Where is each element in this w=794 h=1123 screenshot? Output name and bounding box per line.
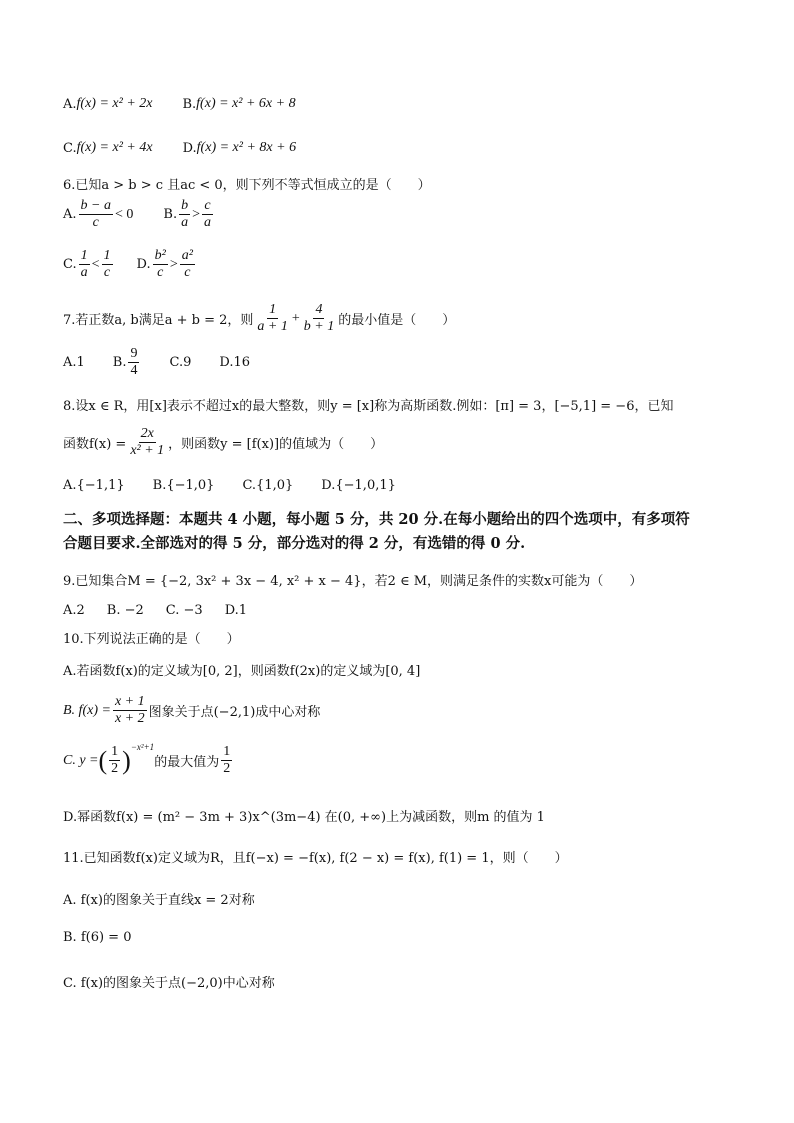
- right-paren: ): [122, 745, 131, 775]
- q5-option-d[interactable]: D. f(x) = x² + 8x + 6: [182, 140, 297, 156]
- q7-options: [63, 346, 250, 379]
- q8-option-b[interactable]: B.{−1,0}: [152, 478, 215, 493]
- q9-options: [63, 603, 247, 618]
- fraction: $\frac{\text{a²}}{c}$: [181, 248, 193, 280]
- q10-option-a[interactable]: A.若函数f(x)的定义域为[0, 2]，则函数f(2x)的定义域为[0, 4]: [63, 664, 421, 679]
- q9-option-a[interactable]: A.2: [63, 603, 85, 618]
- fraction: $\frac{2x}{\text{x² + 1}}$: [130, 426, 165, 458]
- fraction: $\frac{9}{4}$: [130, 346, 138, 378]
- q6-options-cd: [63, 248, 197, 281]
- q7-option-a[interactable]: A.1: [63, 355, 85, 370]
- fraction: $\frac{1}{2}$: [223, 744, 231, 776]
- question-10-stem: 10.下列说法正确的是（ ）: [63, 632, 240, 647]
- question-8-stem-line2: 函数f(x) = $\frac{2x}{\text{x² + 1}}$ ，则函数y = [f(x)]的值域为（ ）: [63, 426, 384, 458]
- fraction: $\frac{1}{a + 1}$: [257, 302, 288, 334]
- left-paren: (: [98, 745, 108, 775]
- q8-option-c[interactable]: C.{1,0}: [242, 478, 294, 493]
- q7-option-d[interactable]: D.16: [219, 355, 251, 370]
- q7-option-b[interactable]: B. $\frac{9}{4}$: [112, 346, 138, 378]
- q6-option-c[interactable]: C. $\frac{1}{a}$ < $\frac{1}{c}$: [63, 248, 111, 280]
- fraction: $\frac{\text{b²}}{c}$: [154, 248, 166, 280]
- q8-options: [63, 478, 396, 493]
- q8-option-d[interactable]: D.{−1,0,1}: [321, 478, 396, 493]
- q5-option-c[interactable]: C. f(x) = x² + 4x: [63, 140, 153, 156]
- q9-option-d[interactable]: D.1: [224, 603, 248, 618]
- q5-option-b[interactable]: B. f(x) = x² + 6x + 8: [182, 96, 296, 112]
- q8-option-a[interactable]: A.{−1,1}: [63, 478, 125, 493]
- q7-option-c[interactable]: C.9: [169, 355, 192, 370]
- question-7-stem: 7.若正数a, b满足a + b = 2，则 $\frac{1}{a + 1}$ + $\frac{4}{b + 1}$ 的最小值是（ ）: [63, 302, 456, 334]
- q5-options-cd: [63, 140, 296, 156]
- q10-option-c[interactable]: C. y = ( $\frac{1}{2}$ ) $^{-x^2+1}$ 的最大值为 $\frac{1}{2}$: [63, 742, 231, 776]
- fraction: $\frac{c}{a}$: [203, 198, 211, 230]
- fraction: $\frac{1}{2}$: [111, 744, 119, 776]
- q10-option-b[interactable]: B. f(x) = $\frac{x + 1}{x + 2}$ 图象关于点(−2,1)成中心对称: [63, 694, 321, 726]
- q11-option-a[interactable]: A. f(x)的图象关于直线x = 2对称: [63, 893, 255, 908]
- q6-option-b[interactable]: B. $\frac{b}{a}$ > $\frac{c}{a}$: [163, 198, 211, 230]
- q11-option-b[interactable]: B. f(6) = 0: [63, 930, 132, 945]
- q6-options-ab: [63, 198, 215, 231]
- section-2-heading: 二、多项选择题：本题共 4 小题，每小题 5 分，共 20 分.在每小题给出的四个选项中，有多项符 合题目要求.全部选对的得 5 分，部分选对的得 2 分，有选错的得 0 分.: [63, 511, 690, 552]
- fraction: $\frac{x + 1}{x + 2}$: [114, 694, 145, 726]
- question-8-stem-line1: 8.设x ∈ R，用[x]表示不超过x的最大整数，则y = [x]称为高斯函数.例如：[π] = 3，[−5,1] = −6，已知: [63, 399, 674, 414]
- q10-option-d[interactable]: D.幂函数f(x) = (m² − 3m + 3)x^(3m−4) 在(0, +∞)上为减函数，则m 的值为 1: [63, 810, 545, 825]
- question-9-stem: 9.已知集合M = {−2, 3x² + 3x − 4, x² + x − 4}，若2 ∈ M，则满足条件的实数x可能为（ ）: [63, 574, 643, 589]
- q9-option-c[interactable]: C. −3: [165, 603, 203, 618]
- fraction: $\frac{1}{a}$: [80, 248, 88, 280]
- q5-option-a[interactable]: A. f(x) = x² + 2x: [63, 96, 153, 112]
- q9-option-b[interactable]: B. −2: [106, 603, 144, 618]
- q5-options-ab: [63, 96, 296, 112]
- question-6-stem: 6.已知a > b > c 且ac < 0，则下列不等式恒成立的是（ ）: [63, 178, 431, 193]
- fraction: $\frac{1}{c}$: [103, 248, 111, 280]
- fraction: $\frac{4}{b + 1}$: [303, 302, 335, 334]
- q11-option-c[interactable]: C. f(x)的图象关于点(−2,0)中心对称: [63, 976, 275, 991]
- fraction: $\frac{b}{a}$: [181, 198, 189, 230]
- question-11-stem: 11.已知函数f(x)定义域为R，且f(−x) = −f(x), f(2 − x) = f(x), f(1) = 1，则（ ）: [63, 851, 568, 866]
- q6-option-a[interactable]: A. $\frac{b - a}{c}$ < 0: [63, 198, 134, 230]
- fraction: $\frac{b - a}{c}$: [80, 198, 111, 230]
- q6-option-d[interactable]: D. $\frac{\text{b²}}{c}$ > $\frac{\text{a²}}{c}$: [136, 248, 193, 280]
